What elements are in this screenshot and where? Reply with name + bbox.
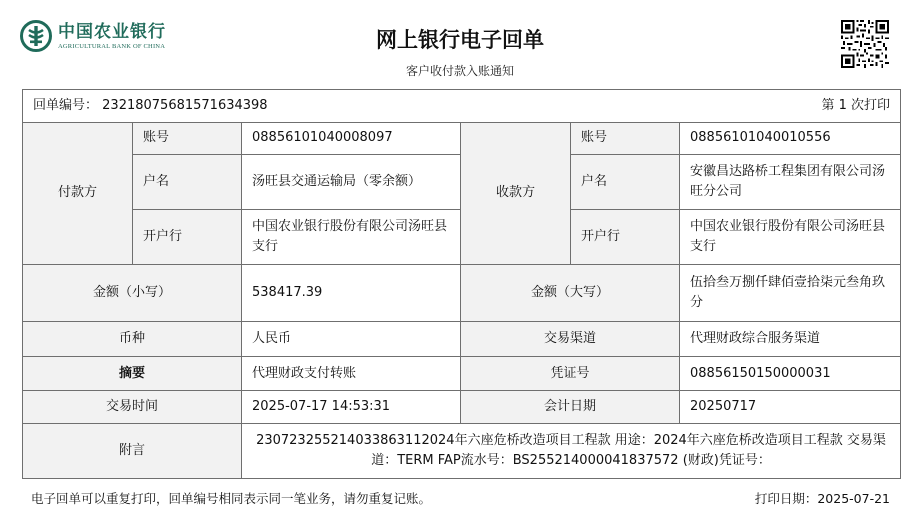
remark-label: 附言: [23, 423, 242, 478]
amount-large-label: 金额（大写）: [461, 265, 680, 322]
transaction-time: 2025-07-17 14:53:31: [242, 391, 461, 424]
summary-row: [23, 356, 901, 391]
serial-label: 回单编号：: [33, 97, 99, 113]
acct-date: 20250717: [680, 391, 901, 424]
payer-name: 汤旺县交通运输局（零余额）: [242, 155, 461, 210]
print-count: 第 1 次打印: [821, 97, 891, 113]
payee-name-label: 户名: [571, 155, 680, 210]
bank-name-en: AGRICULTURAL BANK OF CHINA: [58, 42, 166, 50]
footer-note: 电子回单可以重复打印，回单编号相同表示同一笔业务，请勿重复记账。: [31, 491, 432, 506]
amount-small-label: 金额（小写）: [23, 265, 242, 322]
channel-label: 交易渠道: [461, 322, 680, 357]
amount-small: 538417.39: [242, 265, 461, 322]
remark: 2307232552140338631120​24年六座危桥改造项目工程款 用途：2024年六座危桥改造项目工程款 交易渠道：TERM FAP流水号：BS255214000041837572 (财政)凭证号：: [242, 423, 901, 478]
time-label: 交易时间: [23, 391, 242, 424]
summary: 代理财政支付转账: [242, 356, 461, 391]
amount-large: 伍拾叁万捌仟肆佰壹拾柒元叁角玖分: [680, 265, 901, 322]
acct-date-label: 会计日期: [461, 391, 680, 424]
remark-row: [23, 423, 901, 478]
payer-section-label: 付款方: [23, 122, 133, 265]
payer-name-label: 户名: [133, 155, 242, 210]
payee-bank-label: 开户行: [571, 210, 680, 265]
payee-name: 安徽昌达路桥工程集团有限公司汤旺分公司: [680, 155, 901, 210]
receipt-table: [22, 89, 901, 479]
currency-row: [23, 322, 901, 357]
serial-row: [23, 90, 901, 123]
payer-bank: 中国农业银行股份有限公司汤旺县支行: [242, 210, 461, 265]
payee-section-label: 收款方: [461, 122, 571, 265]
channel: 代理财政综合服务渠道: [680, 322, 901, 357]
amount-row: [23, 265, 901, 322]
voucher-label: 凭证号: [461, 356, 680, 391]
payer-bank-label: 开户行: [133, 210, 242, 265]
print-date: 打印日期：2025-07-21: [754, 491, 890, 506]
payer-account: 08856101040008097: [242, 122, 461, 155]
payer-account-label: 账号: [133, 122, 242, 155]
currency-label: 币种: [23, 322, 242, 357]
currency: 人民币: [242, 322, 461, 357]
voucher: 08856150150000031: [680, 356, 901, 391]
page-title: 网上银行电子回单: [376, 28, 544, 52]
page-subtitle: 客户收付款入账通知: [405, 64, 514, 78]
payee-bank: 中国农业银行股份有限公司汤旺县支行: [680, 210, 901, 265]
payee-account-label: 账号: [571, 122, 680, 155]
payee-account: 08856101040010556: [680, 122, 901, 155]
account-row: [23, 122, 901, 155]
serial-number: 23218075681571634398: [102, 97, 268, 113]
summary-label: 摘要: [23, 356, 242, 391]
bank-name-cn: 中国农业银行: [58, 21, 166, 42]
qr-code-icon: [841, 20, 889, 68]
time-row: [23, 391, 901, 424]
